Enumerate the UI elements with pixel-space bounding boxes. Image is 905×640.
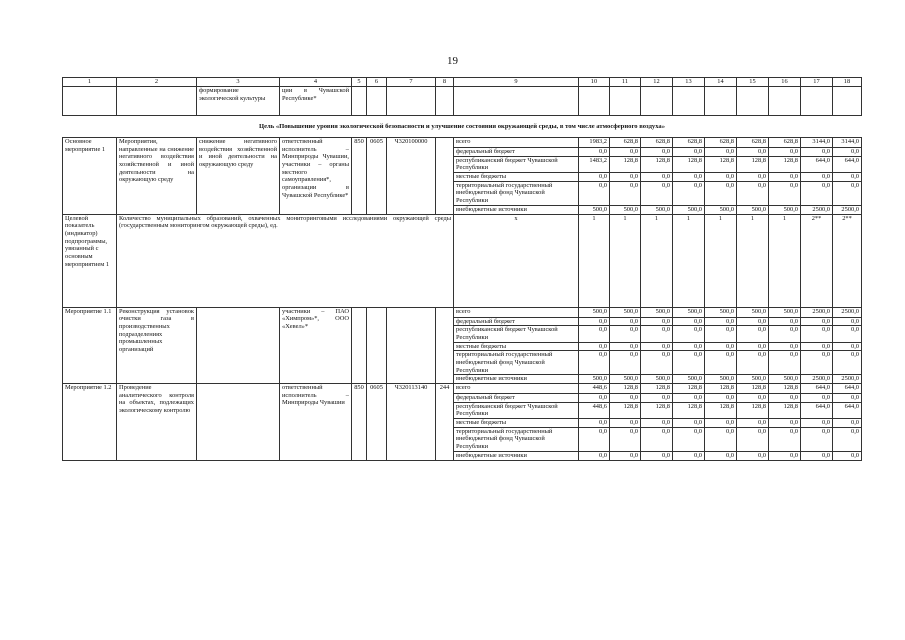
funding-value: 0,0 [737,317,769,326]
funding-value: 0,0 [737,173,769,182]
funding-value: 1483,2 [579,156,610,172]
funding-source: республиканский бюджет Чувашской Республики [454,402,579,418]
header-col-18: 18 [833,78,862,87]
funding-value: 0,0 [641,342,673,351]
rzpr-code: 0605 [367,384,387,461]
continuation-cell-14 [705,87,737,116]
event-executor: ответственный исполнитель – Минприроды Чувашии, участники – органы местного самоуправления*, организации в Чувашской Республике* [280,138,352,215]
funding-value: 0,0 [769,317,801,326]
continuation-cell-16 [769,87,801,116]
funding-value: 0,0 [705,351,737,375]
funding-value: 644,0 [801,384,833,394]
funding-value: 500,0 [641,375,673,384]
header-col-10: 10 [579,78,610,87]
funding-value: 0,0 [610,317,641,326]
funding-source: территориальный государственный внебюджетный фонд Чувашской Республики [454,351,579,375]
csr-code: Ч320113140 [387,384,436,461]
funding-value: 0,0 [673,451,705,460]
funding-value: 128,8 [769,384,801,394]
funding-value: 500,0 [641,307,673,317]
goal-text: Цель «Повышение уровня экологической безопасности и улучшение состояния окружающей среды, в том числе атмосферного воздуха» [63,116,862,138]
funding-value: 644,0 [801,156,833,172]
funding-value: 128,8 [705,384,737,394]
header-col-3: 3 [197,78,280,87]
funding-value: 2500,0 [833,307,862,317]
funding-value: 0,0 [641,451,673,460]
funding-value: 0,0 [737,427,769,451]
funding-row [63,384,862,394]
funding-value: 128,8 [673,156,705,172]
funding-value: 500,0 [769,307,801,317]
continuation-cell-9 [454,87,579,116]
funding-value: 500,0 [705,307,737,317]
funding-value: 0,0 [673,326,705,342]
csr-code [387,307,436,384]
indicator-name: Целевой показатель (индикатор) подпрограммы, увязанный с основным мероприятием 1 [63,214,117,307]
csr-code: Ч320100000 [387,138,436,215]
event-description: Реконструкция установок очистки газа в производственных подразделениях промышленных организаций [117,307,197,384]
funding-value: 0,0 [673,342,705,351]
funding-value: 644,0 [801,402,833,418]
funding-value: 0,0 [579,427,610,451]
funding-value: 0,0 [801,148,833,157]
funding-value: 0,0 [737,326,769,342]
funding-value: 128,8 [641,384,673,394]
funding-value: 0,0 [610,451,641,460]
funding-value: 0,0 [833,173,862,182]
funding-value: 0,0 [737,351,769,375]
continuation-cell-17 [801,87,833,116]
grbs-code: 850 [352,384,367,461]
continuation-row [63,87,862,116]
vr-code [436,307,454,384]
funding-source: всего [454,384,579,394]
header-col-4: 4 [280,78,352,87]
indicator-value: 1 [579,214,610,307]
funding-source: республиканский бюджет Чувашской Республики [454,156,579,172]
indicator-row [63,214,862,307]
funding-value: 0,0 [579,148,610,157]
funding-value: 0,0 [641,326,673,342]
funding-source: местные бюджеты [454,419,579,428]
funding-value: 128,8 [610,402,641,418]
funding-value: 0,0 [833,148,862,157]
event-executor: участники – ПАО «Химпром»*, ООО «Хевел»* [280,307,352,384]
funding-value: 0,0 [801,317,833,326]
funding-value: 3144,0 [801,138,833,148]
funding-value: 500,0 [579,375,610,384]
funding-value: 128,8 [673,384,705,394]
continuation-cell-13 [673,87,705,116]
header-col-1: 1 [63,78,117,87]
funding-value: 0,0 [769,326,801,342]
indicator-x: x [454,214,579,307]
funding-value: 0,0 [705,451,737,460]
continuation-cell-12 [641,87,673,116]
funding-value: 128,8 [769,402,801,418]
funding-value: 0,0 [705,326,737,342]
funding-value: 0,0 [705,173,737,182]
funding-source: федеральный бюджет [454,317,579,326]
funding-value: 0,0 [769,342,801,351]
funding-value: 0,0 [579,394,610,403]
funding-value: 628,8 [673,138,705,148]
funding-value: 0,0 [705,181,737,205]
header-col-12: 12 [641,78,673,87]
funding-value: 2500,0 [833,375,862,384]
header-col-11: 11 [610,78,641,87]
funding-source: территориальный государственный внебюджетный фонд Чувашской Республики [454,181,579,205]
funding-value: 500,0 [610,307,641,317]
continuation-cell-15 [737,87,769,116]
funding-value: 0,0 [801,419,833,428]
header-row [63,78,862,87]
indicator-value: 1 [673,214,705,307]
funding-value: 628,8 [769,138,801,148]
funding-value: 128,8 [769,156,801,172]
header-col-5: 5 [352,78,367,87]
funding-value: 0,0 [610,342,641,351]
funding-row [63,138,862,148]
funding-value: 0,0 [673,419,705,428]
funding-value: 0,0 [833,181,862,205]
funding-value: 644,0 [833,402,862,418]
funding-value: 0,0 [641,351,673,375]
funding-value: 0,0 [769,148,801,157]
funding-value: 0,0 [673,427,705,451]
funding-value: 128,8 [641,402,673,418]
funding-value: 628,8 [737,138,769,148]
funding-source: внебюджетные источники [454,375,579,384]
funding-value: 500,0 [610,375,641,384]
funding-value: 0,0 [705,394,737,403]
funding-value: 644,0 [833,156,862,172]
funding-value: 500,0 [737,205,769,214]
continuation-cell-8 [436,87,454,116]
funding-value: 500,0 [641,205,673,214]
funding-value: 0,0 [737,451,769,460]
indicator-value: 1 [641,214,673,307]
funding-value: 500,0 [673,307,705,317]
funding-value: 2500,0 [801,375,833,384]
event-name: Мероприятие 1.1 [63,307,117,384]
funding-value: 500,0 [579,205,610,214]
funding-value: 500,0 [769,375,801,384]
funding-value: 0,0 [737,181,769,205]
funding-value: 0,0 [801,342,833,351]
funding-value: 0,0 [833,326,862,342]
funding-source: всего [454,307,579,317]
funding-value: 0,0 [579,342,610,351]
funding-value: 0,0 [833,351,862,375]
funding-value: 500,0 [737,375,769,384]
funding-source: местные бюджеты [454,342,579,351]
funding-value: 0,0 [610,181,641,205]
funding-value: 1983,2 [579,138,610,148]
continuation-cell-5 [352,87,367,116]
funding-value: 628,8 [641,138,673,148]
header-col-2: 2 [117,78,197,87]
funding-value: 128,8 [610,156,641,172]
indicator-value: 1 [610,214,641,307]
funding-value: 0,0 [769,351,801,375]
event-description: Мероприятия, направленные на снижение негативного воздействия хозяйственной и иной деятельности на окружающую среду [117,138,197,215]
funding-value: 128,8 [610,384,641,394]
funding-value: 628,8 [705,138,737,148]
funding-value: 500,0 [705,375,737,384]
funding-value: 0,0 [610,427,641,451]
funding-value: 2500,0 [833,205,862,214]
funding-source: республиканский бюджет Чувашской Республики [454,326,579,342]
funding-value: 3144,0 [833,138,862,148]
funding-value: 0,0 [610,351,641,375]
funding-value: 0,0 [673,317,705,326]
event-executor: ответственный исполнитель – Минприроды Чувашии [280,384,352,461]
funding-value: 0,0 [579,173,610,182]
funding-source: федеральный бюджет [454,394,579,403]
funding-value: 628,8 [610,138,641,148]
indicator-value: 1 [737,214,769,307]
indicator-value: 2** [833,214,862,307]
funding-value: 448,6 [579,402,610,418]
funding-value: 0,0 [641,427,673,451]
funding-value: 0,0 [705,148,737,157]
funding-value: 0,0 [737,419,769,428]
funding-value: 500,0 [610,205,641,214]
continuation-cell-4: ции в Чувашской Республике* [280,87,352,116]
funding-value: 0,0 [833,451,862,460]
event-name: Мероприятие 1.2 [63,384,117,461]
continuation-cell-7 [387,87,436,116]
vr-code [436,138,454,215]
funding-value: 128,8 [737,156,769,172]
funding-value: 0,0 [579,419,610,428]
funding-value: 0,0 [833,419,862,428]
funding-value: 0,0 [737,148,769,157]
event-name: Основное мероприятие 1 [63,138,117,215]
funding-value: 0,0 [641,394,673,403]
event-result [197,307,280,384]
funding-value: 0,0 [641,317,673,326]
funding-value: 0,0 [801,427,833,451]
funding-value: 0,0 [641,419,673,428]
funding-value: 0,0 [673,351,705,375]
funding-value: 0,0 [769,181,801,205]
funding-value: 128,8 [673,402,705,418]
funding-source: местные бюджеты [454,173,579,182]
indicator-value: 1 [705,214,737,307]
funding-value: 128,8 [705,156,737,172]
funding-value: 0,0 [579,181,610,205]
funding-value: 0,0 [641,173,673,182]
funding-value: 128,8 [737,402,769,418]
page-number: 19 [447,55,458,67]
funding-value: 0,0 [705,342,737,351]
funding-value: 0,0 [579,317,610,326]
funding-value: 0,0 [769,427,801,451]
funding-source: внебюджетные источники [454,451,579,460]
funding-value: 0,0 [801,451,833,460]
indicator-text: Количество муниципальных образований, охваченных мониторинговыми исследованиями окружающей среды (государственным мониторингом окружающей среды), ед. [117,214,454,307]
grbs-code [352,307,367,384]
funding-value: 500,0 [737,307,769,317]
indicator-value: 1 [769,214,801,307]
funding-row [63,307,862,317]
funding-source: внебюджетные источники [454,205,579,214]
funding-value: 0,0 [801,351,833,375]
continuation-cell-10 [579,87,610,116]
funding-value: 0,0 [801,173,833,182]
header-col-13: 13 [673,78,705,87]
indicator-value: 2** [801,214,833,307]
funding-value: 500,0 [705,205,737,214]
event-result: снижение негативного воздействия хозяйственной и иной деятельности на окружающую среду [197,138,280,215]
header-col-14: 14 [705,78,737,87]
funding-value: 0,0 [641,148,673,157]
rzpr-code: 0605 [367,138,387,215]
funding-value: 0,0 [579,326,610,342]
continuation-cell-3: формирование экологической культуры [197,87,280,116]
funding-value: 0,0 [769,451,801,460]
funding-value: 0,0 [801,326,833,342]
funding-value: 500,0 [673,205,705,214]
funding-value: 0,0 [769,419,801,428]
funding-value: 0,0 [737,394,769,403]
funding-value: 448,6 [579,384,610,394]
funding-value: 0,0 [673,394,705,403]
funding-value: 0,0 [705,427,737,451]
funding-value: 0,0 [801,181,833,205]
goal-row [63,116,862,138]
funding-value: 0,0 [579,351,610,375]
continuation-cell-11 [610,87,641,116]
funding-value: 0,0 [610,394,641,403]
header-col-6: 6 [367,78,387,87]
event-result [197,384,280,461]
continuation-cell-18 [833,87,862,116]
continuation-cell-1 [63,87,117,116]
rzpr-code [367,307,387,384]
funding-value: 0,0 [833,342,862,351]
grbs-code: 850 [352,138,367,215]
funding-source: территориальный государственный внебюджетный фонд Чувашской Республики [454,427,579,451]
funding-value: 0,0 [769,394,801,403]
header-col-16: 16 [769,78,801,87]
funding-value: 500,0 [579,307,610,317]
funding-value: 0,0 [579,451,610,460]
funding-value: 0,0 [673,173,705,182]
funding-value: 0,0 [705,317,737,326]
funding-value: 0,0 [673,181,705,205]
funding-value: 0,0 [769,173,801,182]
funding-value: 500,0 [769,205,801,214]
continuation-cell-2 [117,87,197,116]
header-col-9: 9 [454,78,579,87]
funding-value: 0,0 [833,394,862,403]
funding-value: 0,0 [737,342,769,351]
funding-value: 128,8 [641,156,673,172]
funding-value: 0,0 [610,148,641,157]
funding-value: 0,0 [673,148,705,157]
funding-value: 2500,0 [801,205,833,214]
funding-value: 0,0 [610,173,641,182]
funding-value: 644,0 [833,384,862,394]
funding-value: 128,8 [737,384,769,394]
funding-value: 128,8 [705,402,737,418]
header-col-8: 8 [436,78,454,87]
funding-value: 0,0 [801,394,833,403]
funding-value: 0,0 [705,419,737,428]
event-description: Проведение аналитического контроля на объектах, подлежащих экологическому контролю [117,384,197,461]
funding-source: федеральный бюджет [454,148,579,157]
program-table [62,77,862,461]
funding-value: 0,0 [610,419,641,428]
vr-code: 244 [436,384,454,461]
funding-value: 0,0 [610,326,641,342]
funding-value: 0,0 [833,317,862,326]
funding-value: 2500,0 [801,307,833,317]
funding-value: 500,0 [673,375,705,384]
funding-value: 0,0 [833,427,862,451]
header-col-15: 15 [737,78,769,87]
funding-source: всего [454,138,579,148]
continuation-cell-6 [367,87,387,116]
header-col-7: 7 [387,78,436,87]
funding-value: 0,0 [641,181,673,205]
header-col-17: 17 [801,78,833,87]
